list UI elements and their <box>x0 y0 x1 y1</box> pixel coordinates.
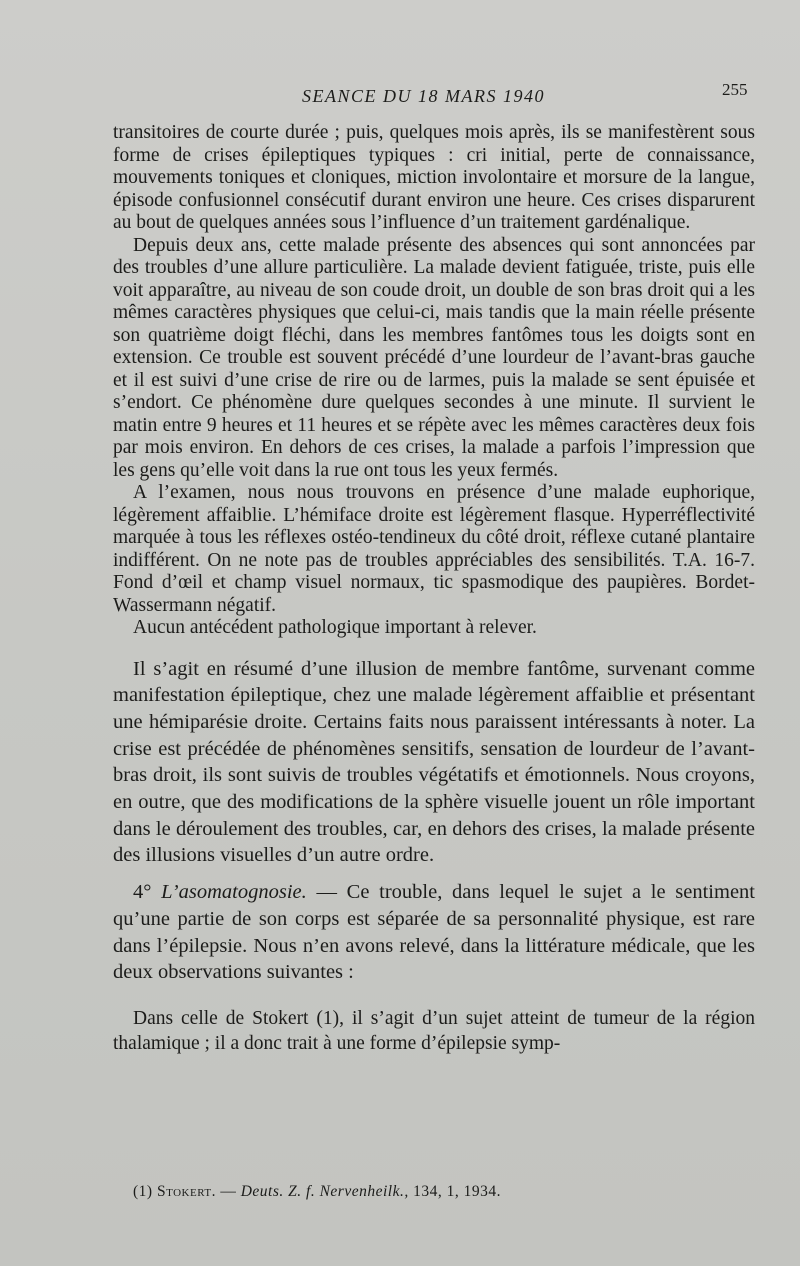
footnote-dash: — <box>215 1183 241 1200</box>
footnote-journal: Deuts. Z. f. Nervenheilk., <box>240 1183 409 1200</box>
section-title: L’asomatognosie. <box>161 881 307 904</box>
section-number: 4° <box>133 881 152 904</box>
paragraph-resume: Il s’agit en résumé d’une illusion de membre fantôme, survenant comme manifestation épileptique, chez une malade légèrement affaiblie et présentant une hémiparésie droite. Certains faits nous paraissent intéressants à noter. La crise est précédée de phénomènes sensitifs, sensation de lourdeur de l’avant-bras droit, ils sont suivis de troubles végétatifs et émotionnels. Nous croyons, en outre, que des modifications de la sphère visuelle jouent un rôle important dans le déroulement des troubles, car, en dehors des crises, la malade présente des illusions visuelles d’un autre ordre. <box>113 657 755 867</box>
footnote <box>133 1183 773 1201</box>
section-asomatognosie <box>113 879 755 986</box>
footnote-author: Stokert. <box>156 1183 216 1200</box>
footnote-reference: 134, 1, 1934. <box>408 1183 501 1200</box>
paragraph-examen: A l’examen, nous nous trouvons en présence d’une malade euphorique, légèrement affaiblie. L’hémiface droite est légèrement flasque. Hyperréflectivité marquée à tous les réflexes ostéo-tendineux du côté droit, réflexe cutané plantaire indifférent. On ne note pas de troubles appréciables des sensibilités. T.A. 16-7. Fond d’œil et champ visuel normaux, tic spasmodique des paupières. Bordet-Wassermann négatif. <box>113 482 755 616</box>
running-head: SEANCE DU 18 MARS 1940 <box>302 86 545 106</box>
footnote-marker: (1) <box>133 1183 153 1200</box>
section-text: — Ce trouble, dans lequel le sujet a le sentiment qu’une partie de son corps est séparée de sa personnalité physique, est rare dans l’épilepsie. Nous n’en avons relevé, dans la littérature médicale, que les deux observations suivantes : <box>113 881 755 984</box>
body-text <box>113 122 755 1056</box>
paragraph-absences: Depuis deux ans, cette malade présente des absences qui sont annoncées par des troubles d’une allure particulière. La malade devient fatiguée, triste, puis elle voit apparaître, au niveau de son coude droit, un double de son bras droit qui a les mêmes caractères physiques que celui-ci, mais tandis que la main réelle présente son quatrième doigt fléchi, dans les membres fantômes tous les doigts sont en extension. Ce trouble est souvent précédé d’une lourdeur de l’avant-bras gauche et il est suivi d’une crise de rire ou de larmes, puis la malade se sent épuisée et s’endort. Ce phénomène dure quelques secondes à une minute. Il survient le matin entre 9 heures et 11 heures et se répète avec les mêmes caractères deux fois par mois environ. En dehors de ces crises, la malade a parfois l’impression que les gens qu’elle voit dans la rue ont tous les yeux fermés. <box>113 234 755 481</box>
paragraph-stokert: Dans celle de Stokert (1), il s’agit d’un sujet atteint de tumeur de la région thalamique ; il a donc trait à une forme d’épilepsie symp- <box>113 1007 755 1054</box>
paragraph-continuation: transitoires de courte durée ; puis, quelques mois après, ils se manifestèrent sous forme de crises épileptiques typiques : cri initial, perte de connaissance, mouvements toniques et cloniques, miction involontaire et morsure de la langue, épisode confusionnel consécutif durant environ une heure. Ces crises disparurent au bout de quelques années sous l’influence d’un traitement gardénalique. <box>113 122 755 233</box>
page-header <box>0 80 800 110</box>
paragraph-antecedents: Aucun antécédent pathologique important à relever. <box>133 617 537 638</box>
page-number: 255 <box>722 80 748 99</box>
